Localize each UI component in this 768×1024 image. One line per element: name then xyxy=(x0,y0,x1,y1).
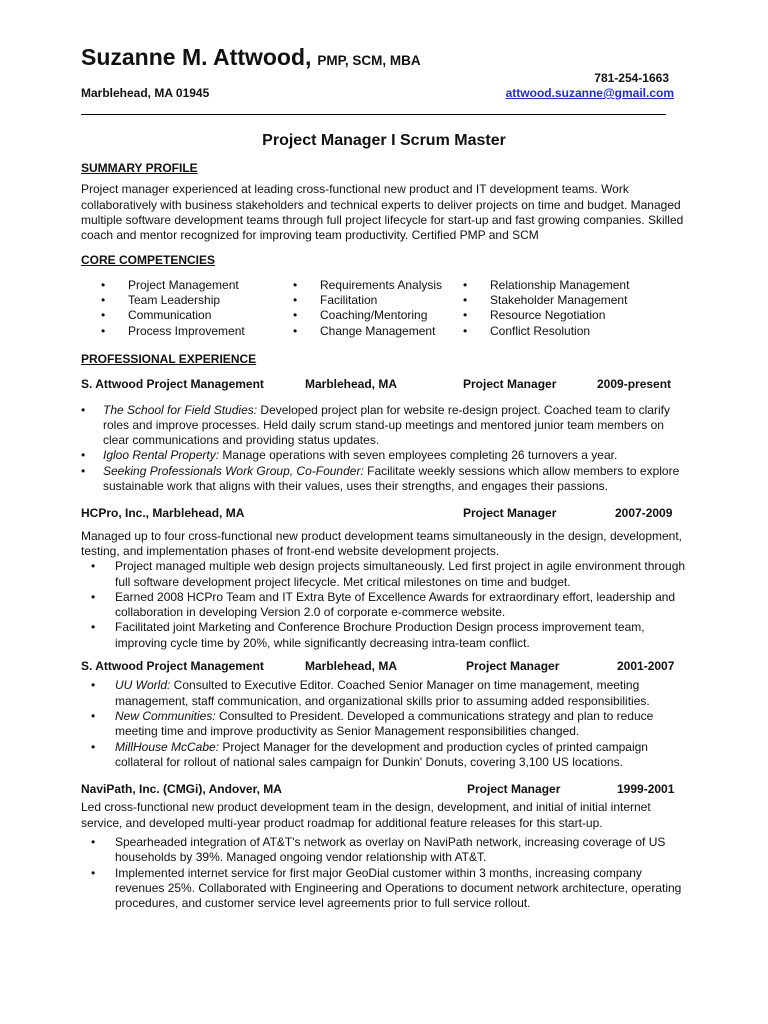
competencies-grid xyxy=(101,278,688,339)
summary-heading: SUMMARY PROFILE xyxy=(81,161,198,175)
job-bullets xyxy=(81,678,688,770)
list-item xyxy=(81,448,688,463)
name-line xyxy=(81,44,421,71)
job-dates: 2009-present xyxy=(597,377,672,392)
competencies-column-3 xyxy=(463,278,629,339)
summary-text: Project manager experienced at leading cross-functional new product and IT development teams. Work collaboratively with business stakeholders and technical experts to deliver projects on time and budget. Managed multiple software development teams through full project lifecycle for start-up and fast growing companies. Skilled coach and mentor recognized for improving team productivity. Certified PMP and SCM xyxy=(81,182,684,243)
candidate-name: Suzanne M. Attwood, xyxy=(81,44,312,70)
bullet-text: Developed project plan for website re-design project. Coached team to clarify roles and improve processes. Held daily scrum stand-up meetings and mentored junior team members on clear communications and providing status updates. xyxy=(103,402,670,448)
resume-title: Project Manager I Scrum Master xyxy=(262,132,506,149)
job-bullets xyxy=(81,559,688,651)
client-name: New Communities: xyxy=(115,708,216,723)
job-dates: 1999-2001 xyxy=(617,782,675,797)
job-company: S. Attwood Project Management xyxy=(81,659,264,674)
bullet-text: Consulted to President. Developed a communications strategy and plan to reduce meeting time and improve productivity as Senior Management responsibilities changed. xyxy=(115,708,654,739)
job-role: Project Manager xyxy=(463,506,557,521)
job-location: Marblehead, MA xyxy=(305,377,398,392)
job-location: Marblehead, MA xyxy=(305,659,398,674)
job-header xyxy=(81,377,688,392)
list-item: • Spearheaded integration of AT&T's network as overlay on NaviPath network, increasing coverage of US households by 39%. Managed ongoing vendor relationship with AT&T. xyxy=(81,835,688,866)
competency-item: • Requirements Analysis xyxy=(293,278,463,293)
client-name: Seeking Professionals Work Group, Co-Founder: xyxy=(103,463,364,478)
client-name: Igloo Rental Property: xyxy=(103,448,220,463)
job-role: Project Manager xyxy=(463,377,557,392)
candidate-credentials: PMP, SCM, MBA xyxy=(317,53,421,68)
job-summary: Managed up to four cross-functional new product development teams simultaneously in the design, development, testing, and implementation phases of front-end website development projects. xyxy=(81,528,683,558)
competency-item: • Communication xyxy=(101,308,293,323)
job-header xyxy=(81,506,688,521)
job-summary: Led cross-functional new product development team in the design, development, and initial of initial internet service, and developed multi-year product roadmap for additional feature releases for this start-up. xyxy=(81,800,651,830)
job-bullets xyxy=(81,835,688,911)
list-item: • Project managed multiple web design projects simultaneously. Led first project in agile environment through full software development project lifecycle. Met critical milestones on time and budget. xyxy=(81,559,688,590)
location: Marblehead, MA 01945 xyxy=(81,86,210,100)
job-company: S. Attwood Project Management xyxy=(81,377,264,392)
competency-item: • Project Management xyxy=(101,278,293,293)
competencies-heading: CORE COMPETENCIES xyxy=(81,253,216,268)
competency-item: • Conflict Resolution xyxy=(463,324,629,339)
job-role: Project Manager xyxy=(466,659,560,674)
email-link[interactable]: attwood.suzanne@gmail.com xyxy=(505,86,674,100)
list-item: • Earned 2008 HCPro Team and IT Extra Byte of Excellence Awards for extraordinary effort, leadership and collaboration in developing Version 2.0 of corporate e-commerce website. xyxy=(81,590,688,621)
bullet-text: Project Manager for the development and production cycles of printed campaign collateral for rollout of national sales campaign for Dunkin' Donuts, covering 3,100 US locations. xyxy=(115,739,648,769)
client-name: UU World: xyxy=(115,678,171,693)
list-item: • Implemented internet service for first major GeoDial customer within 3 months, increasing company revenues 25%. Collaborated with Engineering and Operations to document network architecture, operating procedures, and customer service level agreements prior to full service rollout. xyxy=(81,866,688,912)
list-item xyxy=(81,678,688,709)
list-item xyxy=(81,740,688,771)
client-name: The School for Field Studies: xyxy=(103,402,258,417)
bullet-text: Facilitate weekly sessions which allow members to explore sustainable work that aligns with their values, uses their strengths, and engages their passions. xyxy=(103,463,680,494)
phone-number: 781-254-1663 xyxy=(594,71,669,85)
competency-item: • Change Management xyxy=(293,324,463,339)
client-name: MillHouse McCabe: xyxy=(115,739,220,754)
job-role: Project Manager xyxy=(467,782,561,797)
experience-heading: PROFESSIONAL EXPERIENCE xyxy=(81,351,257,366)
competency-item: • Facilitation xyxy=(293,293,463,308)
resume-body xyxy=(81,161,688,911)
competencies-column-2 xyxy=(293,278,463,339)
job-header xyxy=(81,782,688,797)
competencies-column-1 xyxy=(101,278,293,339)
list-item xyxy=(81,709,688,740)
job-company: NaviPath, Inc. (CMGi), Andover, MA xyxy=(81,782,282,797)
job-bullets xyxy=(81,403,688,495)
list-item: • Facilitated joint Marketing and Conference Brochure Production Design process improvement team, improving cycle time by 20%, while significantly decreasing intra-team conflict. xyxy=(81,620,688,651)
competency-item: • Coaching/Mentoring xyxy=(293,308,463,323)
bullet-text: Manage operations with seven employees completing 26 turnovers a year. xyxy=(219,448,618,463)
competency-item: • Team Leadership xyxy=(101,293,293,308)
list-item xyxy=(81,464,688,495)
competency-item: • Stakeholder Management xyxy=(463,293,629,308)
competency-item: • Relationship Management xyxy=(463,278,629,293)
bullet-text: Consulted to Executive Editor. Coached Senior Manager on time management, meeting management, staff communication, and organizational skills prior to assuming added responsibilities. xyxy=(115,678,650,708)
header-divider xyxy=(81,114,666,115)
job-dates: 2007-2009 xyxy=(615,506,673,521)
job-dates: 2001-2007 xyxy=(617,659,675,674)
job-company: HCPro, Inc., Marblehead, MA xyxy=(81,506,245,521)
competency-item: • Resource Negotiation xyxy=(463,308,629,323)
list-item xyxy=(81,403,688,449)
competency-item: • Process Improvement xyxy=(101,324,293,339)
job-header xyxy=(81,659,688,674)
